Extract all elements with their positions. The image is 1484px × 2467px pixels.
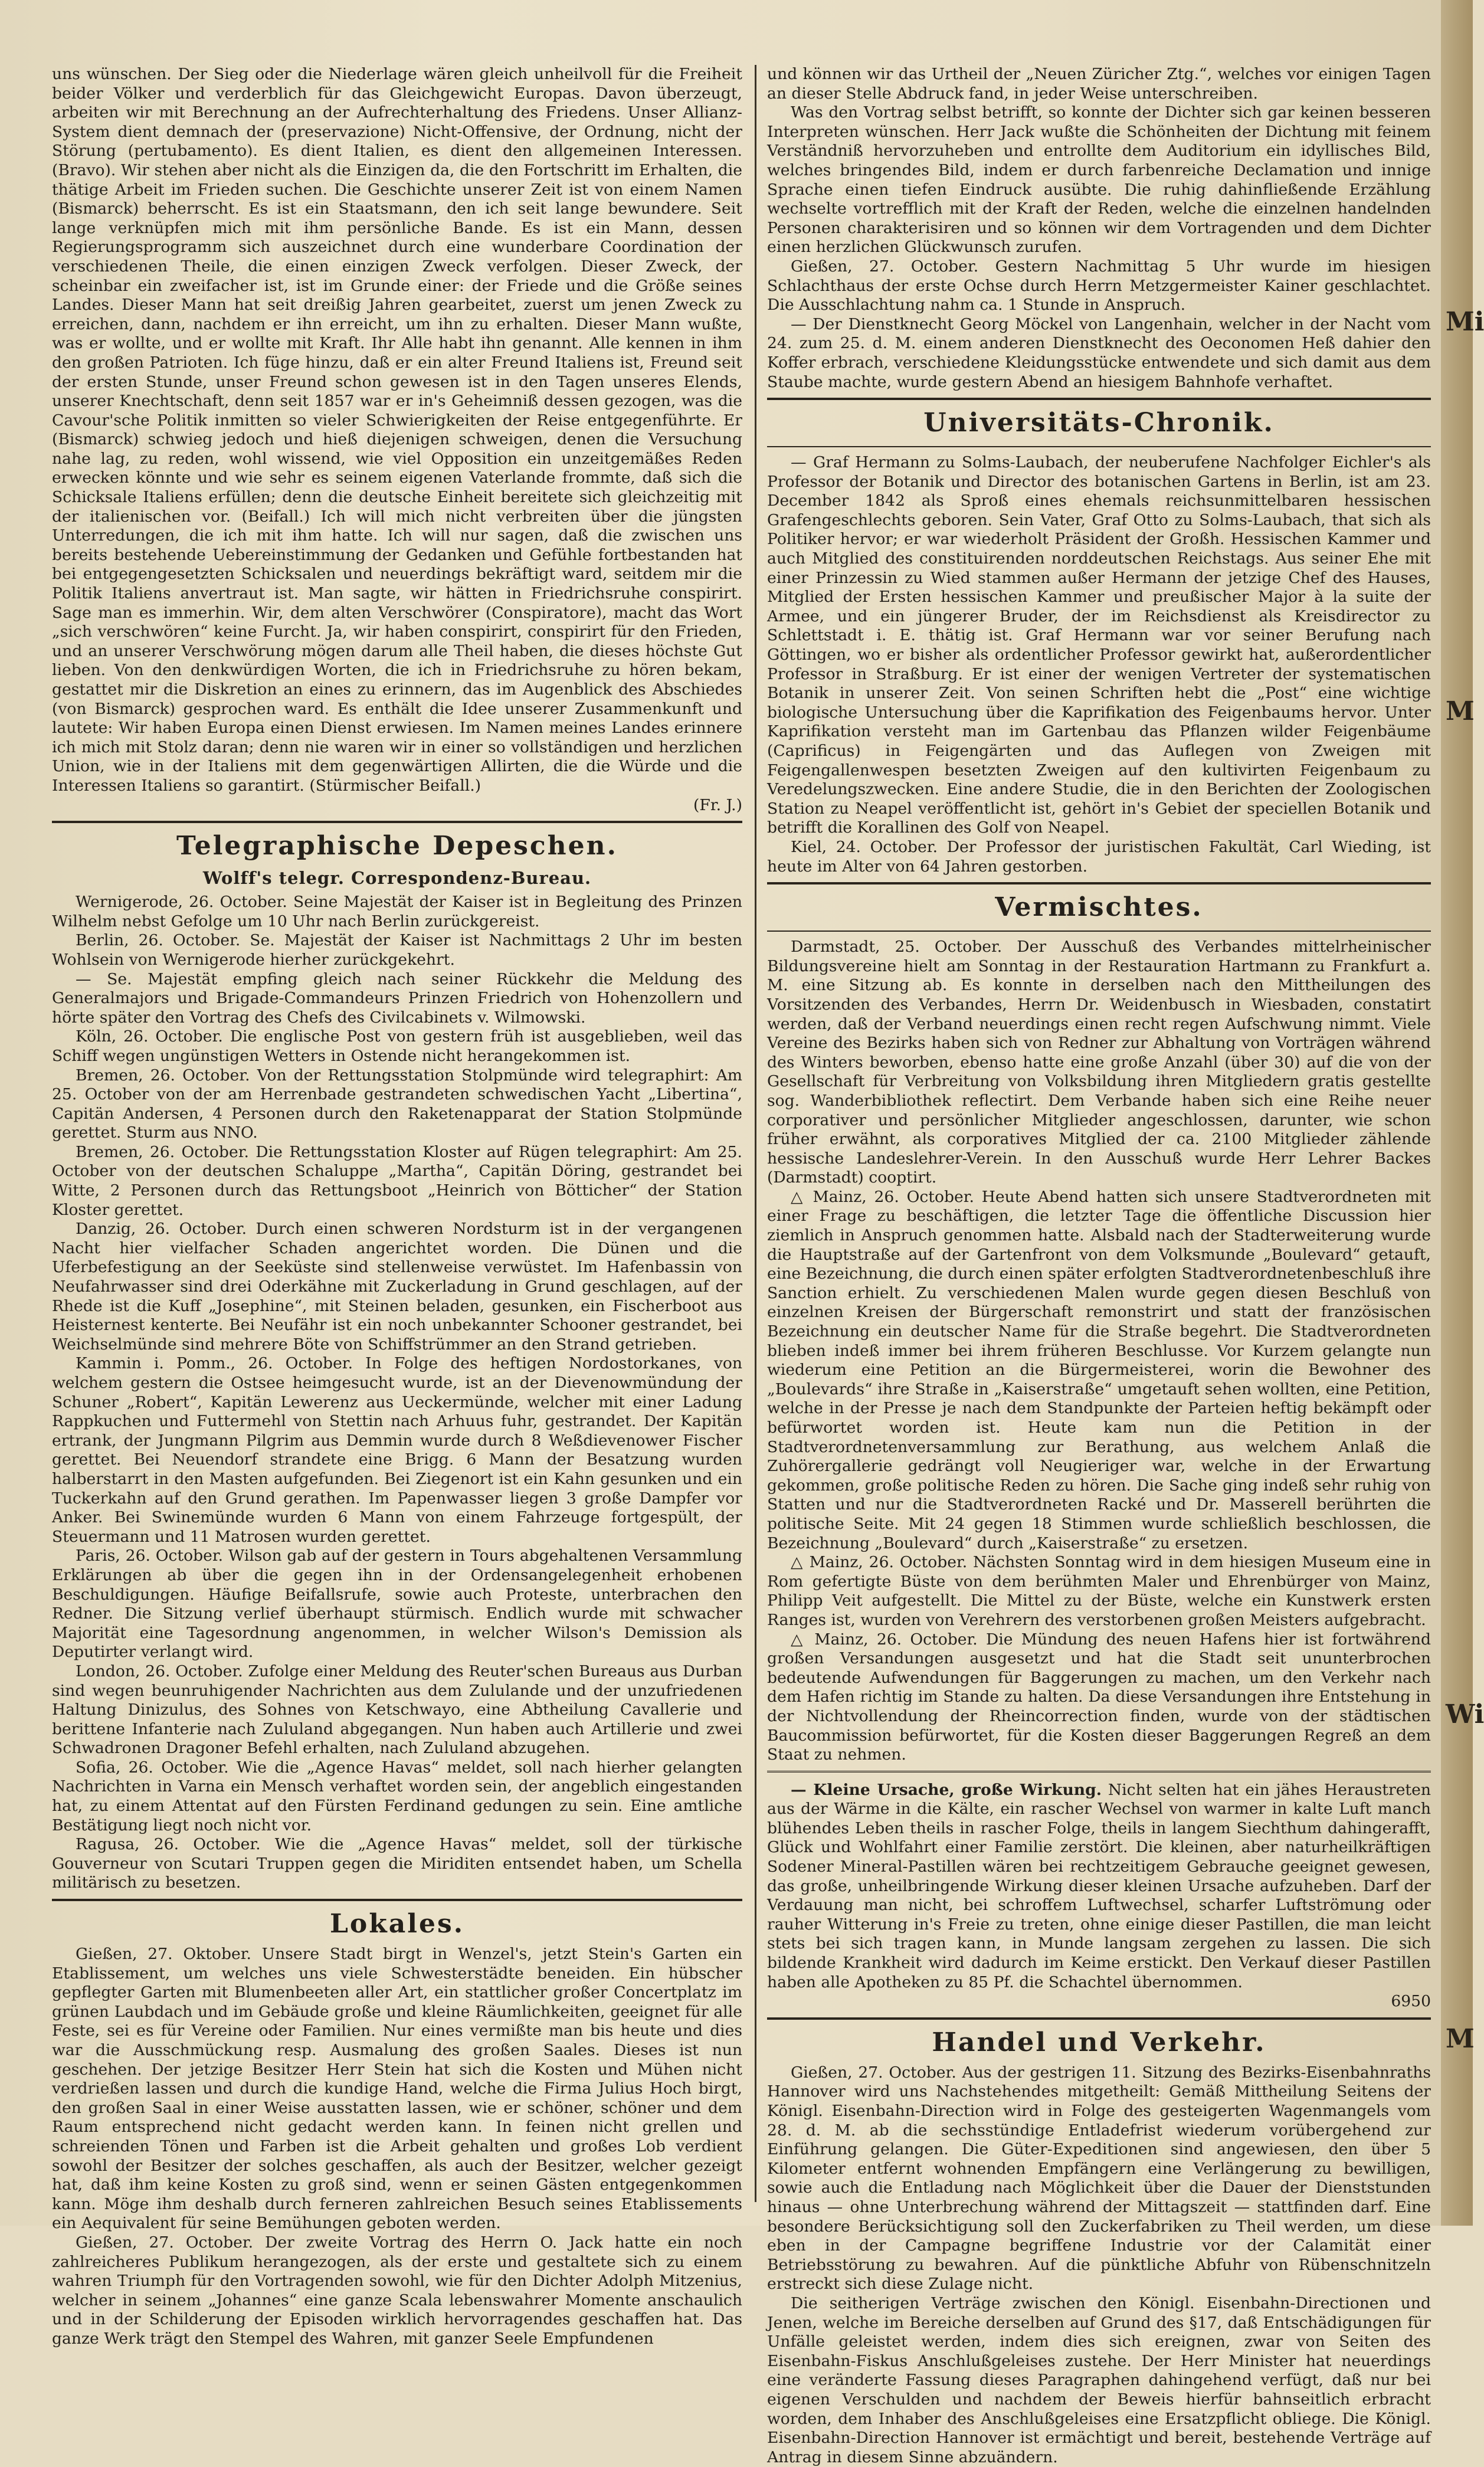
edge-letter: M: [1446, 2024, 1475, 2054]
section-rule: [767, 1771, 1431, 1775]
telegram-item: Bremen, 26. October. Die Rettungsstation Kloster auf Rügen telegraphirt: Am 25. October von der deutschen Schaluppe „Martha“, Capitän Döring, gestrandet bei Witte, 2 Personen durch das Rettungsboot „Heinrich von Bötticher“ der Station Kloster gerettet.: [52, 1142, 742, 1219]
lokales-heading: Lokales.: [329, 1909, 465, 1939]
advert-block: [767, 1781, 1431, 2011]
telegraph-heading: Telegraphische Depeschen.: [176, 831, 618, 861]
handel-item: Die seitherigen Verträge zwischen den Königl. Eisenbahn-Directionen und Jenen, welche im Bereiche derselben auf Grund des §17, daß Entschädigungen für Unfälle geleistet werden, indem dies sich ereignen, zwar von Seiten des Eisenbahn-Fiskus Anschlußgeleises zustehe. Der Herr Minister hat neuerdings eine veränderte Fassung dieses Paragraphen dahingehend verfügt, daß nur bei eigenen Verschulden und nachdem der Beweis hierfür bahnseitlich erbracht worden, dem Inhaber des Anschlußgeleises eine Ersatzpflicht obliege. Die Königl. Eisenbahn-Direction Hannover ist ermächtigt und bereit, bestehende Verträge auf Antrag in diesem Sinne abzuändern.: [767, 2294, 1431, 2466]
continued-item: Was den Vortrag selbst betrifft, so konnte der Dichter sich gar keinen besseren Interpreten wünschen. Herr Jack wußte die Schönheiten der Dichtung mit feinem Verständniß hervorzuheben und entrollte dem Auditorium ein idyllisches Bild, welches bringendes Bild, indem er durch farbenreiche Declamation und innige Sprache einen tiefen Eindruck ausübte. Die ruhig dahinfließende Erzählung wechselte vortrefflich mit der Kraft der Reden, welche die einzelnen handelnden Personen charakterisiren und so können wir dem Vortragenden und dem Dichter einen herzlichen Glückwunsch zurufen.: [767, 103, 1431, 257]
advert-paragraph: [767, 1781, 1431, 1993]
telegram-item: London, 26. October. Zufolge einer Meldung des Reuter'schen Bureaus aus Durban sind wegen beunruhigender Nachrichten aus dem Zululande und der unzufriedenen Haltung Dinizulus, des Sohnes von Ketschwayo, eine Abtheilung Cavallerie und berittene Infanterie nach Zululand abgegangen. Nun haben auch Artillerie und zwei Schwadronen Dragoner Befehl erhalten, nach Zululand abzugehen.: [52, 1662, 742, 1758]
telegram-item: Köln, 26. October. Die englische Post von gestern früh ist ausgeblieben, weil das Schiff wegen ungünstigen Wetters in Ostende nicht herangekommen ist.: [52, 1027, 742, 1065]
telegram-item: Berlin, 26. October. Se. Majestät der Kaiser ist Nachmittags 2 Uhr im besten Wohlsein von Wernigerode hierher zurückgekehrt.: [52, 931, 742, 969]
handel-heading: Handel und Verkehr.: [932, 2027, 1266, 2058]
telegram-item: Ragusa, 26. October. Wie die „Agence Havas“ meldet, soll der türkische Gouverneur von Scutari Truppen gegen die Miriditen entsendet haben, um Schella militärisch zu besetzen.: [52, 1835, 742, 1892]
vermischtes-item: Darmstadt, 25. October. Der Ausschuß des Verbandes mittelrheinischer Bildungsvereine hielt am Sonntag in der Restauration Hartmann zu Frankfurt a. M. eine Sitzung ab. Es konnte in derselben nach den Mittheilungen des Vorsitzenden des Verbandes, Herrn Dr. Weidenbusch in Wiesbaden, constatirt werden, daß der Verband neuerdings einen recht regen Aufschwung nimmt. Viele Vereine des Bezirks haben sich von Redner zur Abhaltung von Vorträgen während des Winters beworben, ebenso hatte eine große Anzahl (über 30) auf die von der Gesellschaft für Verbreitung von Volksbildung ihren Mitgliedern gratis gestellte sog. Wanderbibliothek reflectirt. Dem Verbande haben sich eine Reihe neuer corporativer und persönlicher Mitglieder angeschlossen, darunter, wie schon früher erwähnt, als corporatives Mitglied der ca. 2100 Mitglieder zählende hessische Landeslehrer-Verein. In den Ausschuß wurde Herr Lehrer Backes (Darmstadt) cooptirt.: [767, 938, 1431, 1187]
continued-articles: [767, 65, 1431, 392]
advert-number: 6950: [1391, 1992, 1431, 2011]
advert-text: Nicht selten hat ein jähes Heraustreten aus der Wärme in die Kälte, ein rascher Wechsel von warmer in kalte Luft manch blühendes Leben theils in rascher Folge, theils in langem Siechthum dahingerafft, Glück und Wohlfahrt einer Familie zerstört. Die kleinen, aber naturheilkräftigen Sodener Mineral-Pastillen wären bei rechtzeitigem Gebrauche geeignet gewesen, das große, unheilbringende Wirkung dieser kleinen Ursache aufzuheben. Darf der Verdauung man nicht, bei schroffem Luftwechsel, scharfer Luftströmung oder rauher Witterung in's Freie zu treten, ohne einige dieser Pastillen, die man leicht stets bei sich tragen kann, in Munde langsam zergehen zu lassen. Die sich bildende Krankheit wird dadurch im Keime erstickt. Den Verkauf dieser Pastillen haben alle Apotheken zu 85 Pf. die Schachtel übernommen.: [767, 1780, 1431, 1991]
telegrams-list: [52, 893, 742, 1893]
section-rule: [767, 398, 1431, 400]
lokales-item: Gießen, 27. Oktober. Unsere Stadt birgt in Wenzel's, jetzt Stein's Garten ein Etablissement, um welches uns viele Schwesterstädte beneiden. Ein hübscher gepflegter Garten mit Blumenbeeten aller Art, ein stattlicher großer Concertplatz im grünen Laubdach und im Gebäude große und kleine Räumlichkeiten, geeignet für alle Feste, sei es für Vereine oder Familien. Nur eines vermißte man bis heute und dies war die Ausschmückung resp. Ausmalung des großen Saales. Dieses ist nun geschehen. Der jetzige Besitzer Herr Stein hat sich die Kosten und Mühen nicht verdrießen lassen und durch die kundige Hand, welche die Firma Julius Hoch birgt, den großen Saal in einer Weise ausstatten lassen, wie er schöner, schöner und dem Raum entsprechend nicht gedacht werden kann. In feinen nicht grellen und schreienden Tönen und Farben ist die Arbeit gehalten und großes Lob verdient sowohl der Besitzer der solches geschaffen, als auch der Besitzer, welcher gezeigt hat, daß ihm keine Kosten zu groß sind, wenn er seinen Gästen entgegenkommen kann. Möge ihm deshalb durch ferneren zahlreichen Besuch seines Etablissements ein Aequivalent für seine Bemühungen geboten werden.: [52, 1945, 742, 2233]
telegram-item: Kammin i. Pomm., 26. October. In Folge des heftigen Nordostorkanes, von welchem gestern die Ostsee heimgesucht wurde, ist an der Dievenowmündung der Schuner „Robert“, Kapitän Lewerenz aus Ueckermünde, welcher mit einer Ladung Rappkuchen und Futtermehl von Stettin nach Arhuus fuhr, gestrandet. Der Kapitän ertrank, der Jungmann Pilgrim aus Demmin wurde durch 8 Weßdievenower Fischer gerettet. Bei Neuendorf strandete eine Brigg. 6 Mann der Besatzung wurden halberstarrt in den Masten aufgefunden. Bei Ziegenort ist ein Kahn gesunken und ein Tuckerkahn auf den Grund gerathen. Im Papenwasser liegen 3 große Dampfer vor Anker. Bei Swinemünde wurden 6 Mann von einem Fahrzeuge fortgespült, der Steuermann und 11 Matrosen wurden gerettet.: [52, 1354, 742, 1546]
telegram-item: Wernigerode, 26. October. Seine Majestät der Kaiser ist in Begleitung des Prinzen Wilhelm nebst Gefolge um 10 Uhr nach Berlin zurückgereist.: [52, 893, 742, 931]
vermischtes-heading: Vermischtes.: [995, 892, 1203, 923]
telegraph-subheading: Wolff's telegr. Correspondenz-Bureau.: [202, 868, 592, 889]
left-column: [52, 65, 742, 2348]
section-rule: [52, 1899, 742, 1901]
section-rule: [52, 821, 742, 823]
section-rule: [767, 2017, 1431, 2020]
continued-item: Gießen, 27. October. Gestern Nachmittag 5 Uhr wurde im hiesigen Schlachthaus der erste Ochse durch Herrn Metzgermeister Kainer geschlachtet. Die Ausschlachtung nahm ca. 1 Stunde in Anspruch.: [767, 257, 1431, 314]
edge-letter: M: [1446, 696, 1475, 726]
lokales-item: Gießen, 27. October. Der zweite Vortrag des Herrn O. Jack hatte ein noch zahlreicheres Publikum herangezogen, als der erste und gestaltete sich zu einem wahren Triumph für den Vortragenden sowohl, wie für den Dichter Adolph Mitzenius, welcher in seinem „Johannes“ eine ganze Scala lebenswahrer Momente anschaulich und in der Schilderung der Episoden wirklich hervorragendes geschaffen hat. Das ganze Werk trägt den Stempel des Wahren, mit ganzer Seele Empfundenen: [52, 2233, 742, 2348]
university-heading: Universitäts-Chronik.: [923, 408, 1275, 438]
advert-title: — Kleine Ursache, große Wirkung.: [791, 1780, 1102, 1799]
speech-article: [52, 65, 742, 815]
telegram-item: Bremen, 26. October. Von der Rettungsstation Stolpmünde wird telegraphirt: Am 25. October von der am Herrenbade gestrandeten schwedischen Yacht „Libertina“, Capitän Andersen, 4 Personen durch den Raketenapparat der Station Stolpmünde gerettet. Sturm aus NNO.: [52, 1066, 742, 1142]
vermischtes-item: △ Mainz, 26. October. Die Mündung des neuen Hafens hier ist fortwährend großen Versandungen ausgesetzt und hat die Stadt seit ununterbrochen bedeutende Aufwendungen für Baggerungen zu machen, um den Verkehr nach dem Hafen richtig im Stande zu halten. Da diese Versandungen ihre Entstehung in der Nichtvollendung der Rheincorrection finden, wurde von der städtischen Baucommission befürwortet, für die Kosten dieser Baggerungen Regreß an dem Staat zu nehmen.: [767, 1630, 1431, 1764]
vermischtes-item: △ Mainz, 26. October. Heute Abend hatten sich unsere Stadtverordneten mit einer Frage zu beschäftigen, die letzter Tage die öffentliche Discussion hier ziemlich in Anspruch genommen hatte. Alsbald nach der Stadterweiterung wurde die Hauptstraße auf der Gartenfront von dem Volksmunde „Boulevard“ getauft, eine Bezeichnung, die durch einen später erfolgten Stadtverordnetenbeschluß ihre Sanction erhielt. Zu verschiedenen Malen wurde gegen diesen Beschluß von einzelnen Kreisen der Bürgerschaft remonstrirt und statt der französischen Bezeichnung ein deutscher Name für die Straße begehrt. Die Stadtverordneten blieben indeß immer bei ihrem früheren Beschlusse. Vor Kurzem gelangte nun wiederum eine Petition an die Bürgermeisterei, worin die Bewohner des „Boulevards“ ihre Straße in „Kaiserstraße“ umgetauft sehen wollten, eine Petition, welche in der Presse je nach dem Standpunkte der Parteien heftig bekämpft oder befürwortet worden ist. Heute kam nun die Petition in der Stadtverordnetenversammlung zur Berathung, aus welchem Anlaß die Zuhörergallerie gedrängt voll Neugieriger war, welche in der Erwartung gekommen, große politische Reden zu hören. Die Sache ging indeß sehr ruhig von Statten und nur die Stadtverordneten Racké und Dr. Masserell berührten die politische Seite. Mit 24 gegen 18 Stimmen wurde schließlich beschlossen, die Bezeichnung „Boulevard“ durch „Kaiserstraße“ zu ersetzen.: [767, 1187, 1431, 1552]
handel-item: Gießen, 27. October. Aus der gestrigen 11. Sitzung des Bezirks-Eisenbahnraths Hannover wird uns Nachstehendes mitgetheilt: Gemäß Mittheilung Seitens der Königl. Eisenbahn-Direction wird in Folge des gesteigerten Wagenmangels vom 28. d. M. ab die sechsstündige Entladefrist wiederum vorübergehend zur Einführung gelangen. Die Güter-Expeditionen sind angewiesen, den über 5 Kilometer entfernt wohnenden Empfängern eine Verlängerung zu bewilligen, sowie auch die Entladung nach Möglichkeit über die Dauer der Dienststunden hinaus — ohne Unterbrechung während der Mittagszeit — stattfinden darf. Eine besondere Berücksichtigung soll den Zuckerfabriken zu Theil werden, um diese eben in der Campagne begriffene Industrie vor der Calamität einer Betriebsstörung zu bewahren. Auf die pünktliche Abfuhr von Rübenschnitzeln erstreckt sich diese Zulage nicht.: [767, 2063, 1431, 2294]
university-item: Kiel, 24. October. Der Professor der juristischen Fakultät, Carl Wieding, ist heute im Alter von 64 Jahren gestorben.: [767, 837, 1431, 876]
continued-item: und können wir das Urtheil der „Neuen Züricher Ztg.“, welches vor einigen Tagen an dieser Stelle Abdruck fand, in jeder Weise unterschreiben.: [767, 65, 1431, 103]
edge-letter: Wi: [1446, 1699, 1484, 1729]
telegram-item: — Se. Majestät empfing gleich nach seiner Rückkehr die Meldung des Generalmajors und Brigade-Commandeurs Prinzen Friedrich von Hohenzollern und hörte später den Vortrag des Chefs des Civilcabinets v. Wilmowski.: [52, 969, 742, 1027]
right-column: [767, 65, 1431, 2466]
vermischtes-item: △ Mainz, 26. October. Nächsten Sonntag wird in dem hiesigen Museum eine in Rom gefertigte Büste von dem berühmten Maler und Ehrenbürger von Mainz, Philipp Veit aufgestellt. Die Mittel zu der Büste, welche ein Kunstwerk ersten Ranges ist, wurden von Verehrern des verstorbenen großen Meisters aufgebracht.: [767, 1553, 1431, 1629]
university-list: [767, 453, 1431, 876]
vermischtes-list: [767, 938, 1431, 1765]
telegram-item: Paris, 26. October. Wilson gab auf der gestern in Tours abgehaltenen Versammlung Erklärungen ab über die gegen ihn in der Ordensangelegenheit erhobenen Beschuldigungen. Häufige Beifallsrufe, sowie auch Proteste, unterbrachen den Redner. Die Sitzung verlief überhaupt stürmisch. Endlich wurde mit schwacher Majorität eine Tagesordnung angenommen, in welcher Wilson's Demission als Deputirter verlangt wird.: [52, 1547, 742, 1662]
adjacent-page-edge: [1441, 0, 1484, 2226]
edge-letter: Mi: [1446, 307, 1484, 337]
speech-signature: (Fr. J.): [693, 795, 742, 814]
speech-text: uns wünschen. Der Sieg oder die Niederlage wären gleich unheilvoll für die Freiheit beider Völker und verderblich für das Gleichgewicht Europas. Davon überzeugt, arbeiten wir mit Berechnung an der Aufrechterhaltung des Friedens. Unser Allianz-System dient demnach der (preservazione) Nicht-Offensive, der Ordnung, nicht der Störung (pertubamento). Es dient Italien, es dient den allgemeinen Interessen. (Bravo). Wir stehen aber nicht als die Einzigen da, die den Fortschritt im Erhalten, die thätige Arbeit im Frieden suchen. Die Geschichte unserer Zeit ist von einem Namen (Bismarck) beherrscht. Es ist ein Staatsmann, den ich seit lange bewundere. Seit lange verknüpfen mich mit ihm persönliche Bande. Es ist ein Mann, dessen Regierungsprogramm sich auszeichnet durch eine wunderbare Coordination der verschiedenen Theile, die einen einzigen Zweck verfolgen. Dieser Zweck, der scheinbar ein zweifacher ist, ist im Grunde einer: der Friede und die Größe seines Landes. Dieser Mann hat seit dreißig Jahren gearbeitet, zuerst um jenen Zweck zu erreichen, dann, nachdem er ihn erreicht, um ihn zu erhalten. Dieser Mann wußte, was er wollte, und er wollte mit Kraft. Ihr Alle habt ihn genannt. Alle kennen in ihm den großen Patrioten. Ich füge hinzu, daß er ein alter Freund Italiens ist, Freund seit der ersten Stunde, unser Freund schon gewesen ist in den Tagen unseres Elends, unserer Knechtschaft, denn seit 1857 war er in's Geheimniß dessen gezogen, was die Cavour'sche Politik inmitten so vieler Schwierigkeiten der Reise entgegenführte. Er (Bismarck) schwieg jedoch und hieß diejenigen schweigen, denen die Versuchung nahe lag, zu reden, wohl wissend, wie viel Opposition ein unzeitgemäßes Reden erwecken könnte und wie sehr es seinem eigenen Vaterlande frommte, daß sich die Schicksale Italiens erfüllen; denn die deutsche Einheit bereitete sich gleichzeitig mit der italienischen vor. (Beifall.) Ich will mich nicht verbreiten über die jüngsten Unterredungen, die ich mit ihm hatte. Ich will nur sagen, daß die zwischen uns bereits bestehende Uebereinstimmung der Gedanken und Gefühle fortbestanden hat bei entgegengesetzten Schicksalen und neuerdings bekräftigt ward, seitdem mir die Politik Italiens anvertraut ist. Man sagte, wir hätten in Friedrichsruhe conspirirt. Sage man es immerhin. Wir, dem alten Verschwörer (Conspiratore), macht das Wort „sich verschwören“ keine Furcht. Ja, wir haben conspirirt, conspirirt für den Frieden, und an unserer Verschwörung mögen darum alle Theil haben, die dieses höchste Gut lieben. Von den denkwürdigen Worten, die ich in Friedrichsruhe zu hören bekam, gestattet mir die Diskretion an eines zu erinnern, das im Augenblick des Abschiedes (von Bismarck) gesprochen ward. Es enthält die Idee unserer Zusammenkunft und lautete: Wir haben Europa einen Dienst erwiesen. Im Namen meines Landes erinnere ich mich mit Stolz daran; denn nie waren wir in einer so vollständigen und herzlichen Union, wie in der Italiens mit dem gegenwärtigen Allirten, die die Würde und die Interessen Italiens so garantirt. (Stürmischer Beifall.): [52, 65, 742, 795]
telegram-item: Sofia, 26. October. Wie die „Agence Havas“ meldet, soll nach hierher gelangten Nachrichten in Varna ein Mensch verhaftet worden sein, der angeblich eingestanden hat, zu einem Attentat auf den Fürsten Ferdinand gedungen zu sein. Eine amtliche Bestätigung liegt noch nicht vor.: [52, 1758, 742, 1834]
column-divider: [755, 65, 756, 2202]
section-rule: [767, 446, 1431, 447]
telegram-item: Danzig, 26. October. Durch einen schweren Nordsturm ist in der vergangenen Nacht hier vielfacher Schaden angerichtet worden. Die Dünen und die Uferbefestigung an der Seeküste sind stellenweise verwüstet. Im Hafenbassin von Neufahrwasser sind drei Oderkähne mit Zuckerladung in Grund geschlagen, auf der Rhede ist die Kuff „Josephine“, mit Steinen beladen, gesunken, ein Fischerboot aus Heisternest kenterte. Bei Neufähr ist ein noch unbekannter Schooner gestrandet, bei Weichselmünde sind mehrere Böte von Schiffstrümmer an den Strand getrieben.: [52, 1220, 742, 1354]
university-item: — Graf Hermann zu Solms-Laubach, der neuberufene Nachfolger Eichler's als Professor der Botanik und Director des botanischen Gartens in Berlin, ist am 23. December 1842 als Sproß eines ehemals reichsunmittelbaren hessischen Grafengeschlechts geboren. Sein Vater, Graf Otto zu Solms-Laubach, that sich als Politiker hervor; er war wiederholt Präsident der Großh. Hessischen Kammer und auch Mitglied des constituirenden norddeutschen Reichstags. Aus seiner Ehe mit einer Prinzessin zu Wied stammen außer Hermann der jetzige Chef des Hauses, Mitglied der Ersten hessischen Kammer und preußischer Major à la suite der Armee, und ein jüngerer Bruder, der im Reichsdienst als Kreisdirector zu Schlettstadt i. E. thätig ist. Graf Hermann war vor seiner Berufung nach Göttingen, wo er bisher als ordentlicher Professor gewirkt hat, außerordentlicher Professor in Straßburg. Er ist einer der wenigen Vertreter der systematischen Botanik in unserer Zeit. Von seinen Schriften hebt die „Post“ eine wichtige biologische Untersuchung über die Kaprifikation des Feigenbaums hervor. Unter Kaprifikation versteht man im Gartenbau das Pflanzen wilder Feigenbäume (Caprificus) in Feigengärten und das Auflegen von Zweigen mit Feigengallenwespen besetzten Zweigen auf den kultivirten Feigenbaum zu Veredelungszwecken. Eine andere Studie, die in den Berichten der Zoologischen Station zu Neapel veröffentlicht ist, gehört in's Gebiet der speciellen Botanik und betrifft die Korallinen des Golf von Neapel.: [767, 453, 1431, 837]
continued-item: — Der Dienstknecht Georg Möckel von Langenhain, welcher in der Nacht vom 24. zum 25. d. M. einem anderen Dienstknecht des Oeconomen Heß dahier den Koffer erbrach, verschiedene Kleidungsstücke entwendete und sich damit aus dem Staube machte, wurde gestern Abend an hiesigem Bahnhofe verhaftet.: [767, 314, 1431, 391]
lokales-list: [52, 1945, 742, 2348]
section-rule: [767, 931, 1431, 932]
handel-list: [767, 2063, 1431, 2467]
section-rule: [767, 882, 1431, 884]
